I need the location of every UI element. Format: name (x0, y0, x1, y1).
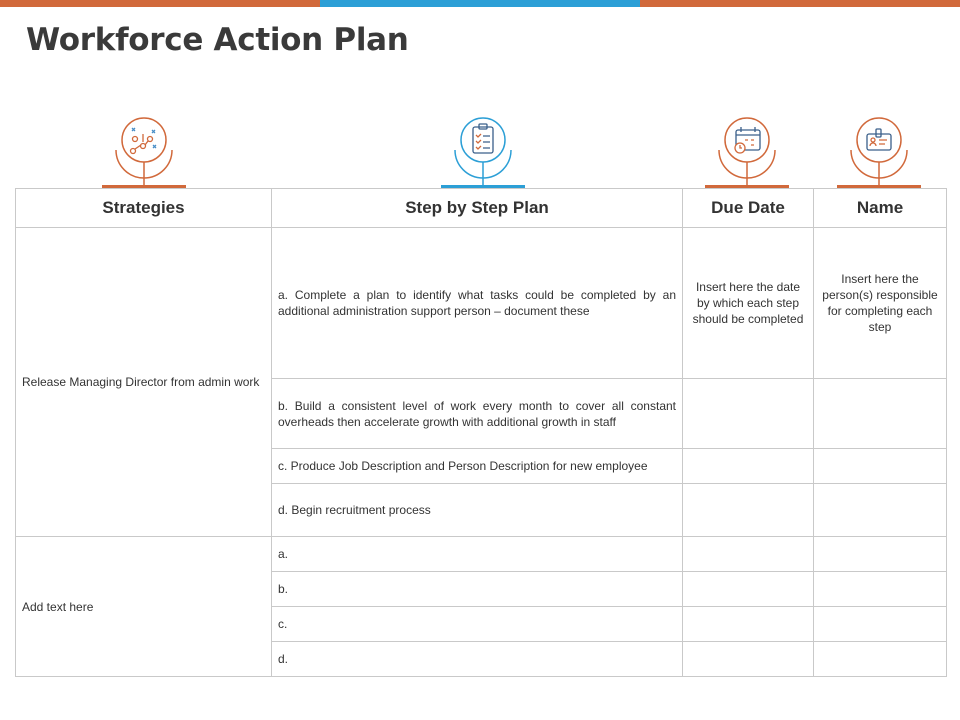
strategy-cell[interactable]: Release Managing Director from admin work (16, 228, 272, 537)
due-date-cell[interactable] (683, 379, 814, 449)
calendar-clock-icon (705, 112, 789, 190)
name-cell[interactable] (814, 379, 947, 449)
name-cell[interactable]: Insert here the person(s) responsible for completing each step (814, 228, 947, 379)
due-date-cell[interactable] (683, 607, 814, 642)
table-header-row (16, 189, 947, 228)
header-name: Name (814, 189, 947, 228)
id-badge-icon (837, 112, 921, 190)
action-plan-table (15, 188, 947, 677)
name-cell[interactable] (814, 572, 947, 607)
header-strategies: Strategies (16, 189, 272, 228)
page-title: Workforce Action Plan (26, 22, 409, 58)
plan-cell[interactable]: a. (272, 537, 683, 572)
header-step-plan: Step by Step Plan (272, 189, 683, 228)
plan-cell[interactable]: a. Complete a plan to identify what tasks could be completed by an additional administration support person – document these (272, 228, 683, 379)
plan-cell[interactable]: b. (272, 572, 683, 607)
plan-cell[interactable]: b. Build a consistent level of work every month to cover all constant overheads then accelerate growth with additional growth in staff (272, 379, 683, 449)
due-date-cell[interactable]: Insert here the date by which each step should be completed (683, 228, 814, 379)
due-date-cell[interactable] (683, 449, 814, 484)
name-cell[interactable] (814, 642, 947, 677)
due-date-cell[interactable] (683, 642, 814, 677)
top-accent-bar-orange-right (640, 0, 960, 7)
name-cell[interactable] (814, 607, 947, 642)
plan-cell[interactable]: d. Begin recruitment process (272, 484, 683, 537)
top-accent-bar (0, 0, 960, 7)
header-due-date: Due Date (683, 189, 814, 228)
clipboard-checklist-icon (441, 112, 525, 190)
due-date-cell[interactable] (683, 484, 814, 537)
plan-cell[interactable]: d. (272, 642, 683, 677)
name-cell[interactable] (814, 537, 947, 572)
plan-cell[interactable]: c. (272, 607, 683, 642)
name-cell[interactable] (814, 449, 947, 484)
strategy-cell[interactable]: Add text here (16, 537, 272, 677)
top-accent-bar-blue (320, 0, 640, 7)
name-cell[interactable] (814, 484, 947, 537)
table-row (16, 228, 947, 379)
plan-cell[interactable]: c. Produce Job Description and Person Description for new employee (272, 449, 683, 484)
table-row (16, 537, 947, 572)
strategy-play-icon (102, 112, 186, 190)
top-accent-bar-orange-left (0, 0, 320, 7)
due-date-cell[interactable] (683, 572, 814, 607)
due-date-cell[interactable] (683, 537, 814, 572)
